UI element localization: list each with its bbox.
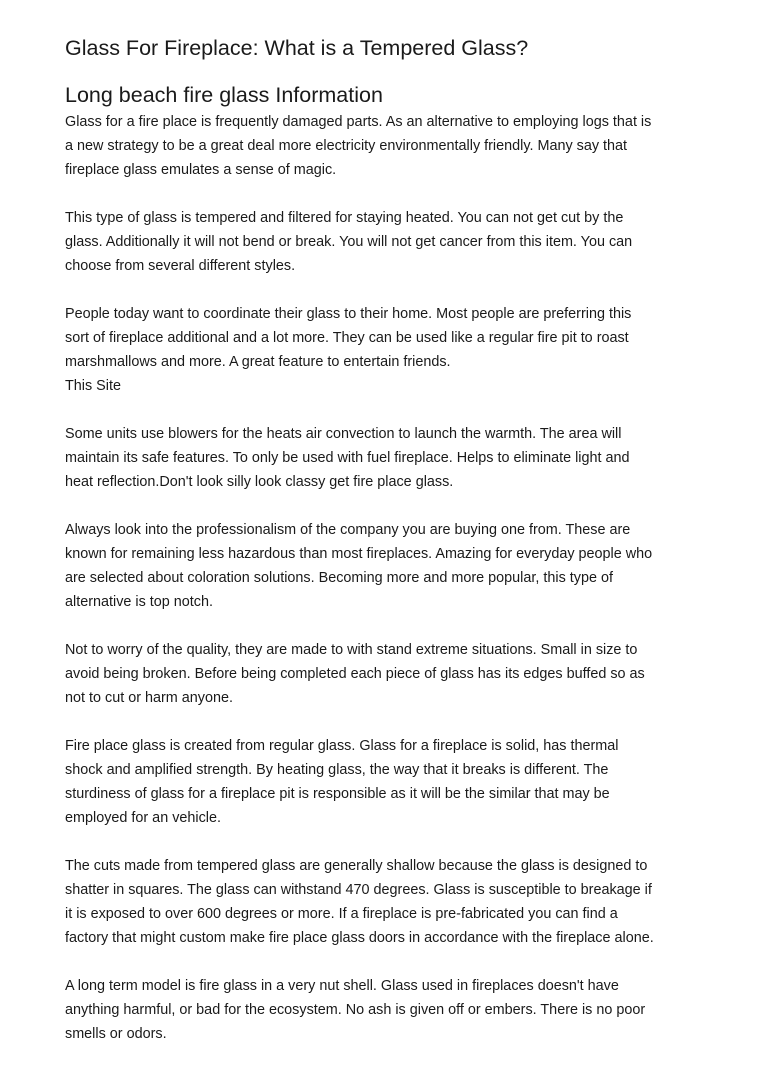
paragraph-line: Not to worry of the quality, they are made to with stand extreme situations. Small in size to — [65, 642, 638, 658]
paragraph — [65, 302, 715, 398]
paragraph — [65, 422, 715, 494]
paragraph-line: shatter in squares. The glass can withstand 470 degrees. Glass is susceptible to breakage if — [65, 882, 652, 898]
paragraph-line: factory that might custom make fire place glass doors in accordance with the fireplace alone. — [65, 930, 654, 946]
paragraph-line: sort of fireplace additional and a lot more. They can be used like a regular fire pit to roast — [65, 330, 629, 346]
paragraph-line: Fire place glass is created from regular glass. Glass for a fireplace is solid, has thermal — [65, 738, 619, 754]
paragraph — [65, 206, 715, 278]
paragraph-line: marshmallows and more. A great feature to entertain friends. — [65, 354, 451, 370]
paragraph — [65, 518, 715, 614]
page-title: Glass For Fireplace: What is a Tempered Glass? — [65, 36, 529, 60]
paragraph-line: This Site — [65, 378, 121, 394]
body-text — [65, 110, 715, 1070]
paragraph-line: alternative is top notch. — [65, 594, 213, 610]
paragraph-line: fireplace glass emulates a sense of magic. — [65, 162, 337, 178]
paragraph-line: anything harmful, or bad for the ecosystem. No ash is given off or embers. There is no poor — [65, 1002, 646, 1018]
paragraph-line: People today want to coordinate their glass to their home. Most people are preferring this — [65, 306, 632, 322]
paragraph-line: not to cut or harm anyone. — [65, 690, 233, 706]
paragraph — [65, 110, 715, 182]
paragraph-line: glass. Additionally it will not bend or break. You will not get cancer from this item. You can — [65, 234, 633, 250]
paragraph-line: smells or odors. — [65, 1026, 167, 1042]
paragraph — [65, 854, 715, 950]
paragraph-line: avoid being broken. Before being completed each piece of glass has its edges buffed so as — [65, 666, 645, 682]
paragraph-line: employed for an vehicle. — [65, 810, 221, 826]
paragraph — [65, 974, 715, 1046]
paragraph-line: are selected about coloration solutions. Becoming more and more popular, this type of — [65, 570, 613, 586]
section-heading: Long beach fire glass Information — [65, 83, 383, 107]
paragraph-line: a new strategy to be a great deal more electricity environmentally friendly. Many say that — [65, 138, 628, 154]
paragraph — [65, 638, 715, 710]
paragraph-line: Some units use blowers for the heats air convection to launch the warmth. The area will — [65, 426, 622, 442]
paragraph-line: Always look into the professionalism of the company you are buying one from. These are — [65, 522, 631, 538]
paragraph-line: maintain its safe features. To only be used with fuel fireplace. Helps to eliminate light and — [65, 450, 630, 466]
paragraph-line: choose from several different styles. — [65, 258, 296, 274]
paragraph — [65, 734, 715, 830]
paragraph-line: Glass for a fire place is frequently damaged parts. As an alternative to employing logs that is — [65, 114, 652, 130]
paragraph-line: heat reflection.Don't look silly look classy get fire place glass. — [65, 474, 454, 490]
paragraph-line: known for remaining less hazardous than most fireplaces. Amazing for everyday people who — [65, 546, 653, 562]
paragraph-line: This type of glass is tempered and filtered for staying heated. You can not get cut by the — [65, 210, 624, 226]
paragraph-line: shock and amplified strength. By heating glass, the way that it breaks is different. The — [65, 762, 609, 778]
paragraph-line: it is exposed to over 600 degrees or more. If a fireplace is pre-fabricated you can find a — [65, 906, 618, 922]
paragraph-line: The cuts made from tempered glass are generally shallow because the glass is designed to — [65, 858, 648, 874]
paragraph-line: A long term model is fire glass in a very nut shell. Glass used in fireplaces doesn't have — [65, 978, 619, 994]
paragraph-line: sturdiness of glass for a fireplace pit is responsible as it will be the similar that may be — [65, 786, 610, 802]
